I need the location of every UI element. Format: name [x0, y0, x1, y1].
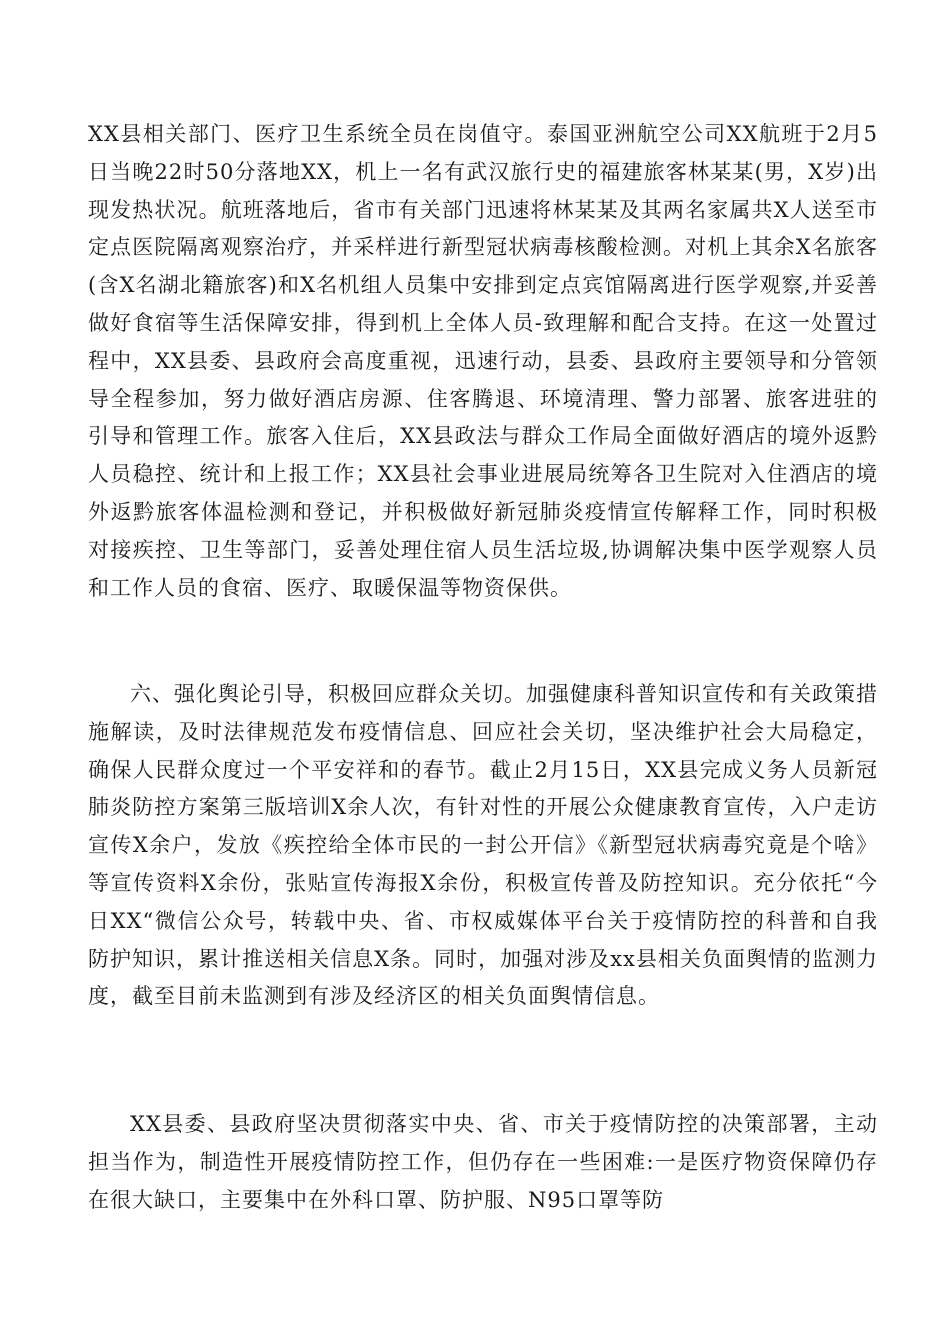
paragraph-difficulties: XX县委、县政府坚决贯彻落实中央、省、市关于疫情防控的决策部署，主动担当作为，制造性开展疫情防控工作，但仍存在一些困难:一是医疗物资保障仍存在很大缺口，主要集中在外科口罩、防护服、N95口罩等防: [88, 1112, 878, 1212]
paragraph-hotel-quarantine: XX县相关部门、医疗卫生系统全员在岗值守。泰国亚洲航空公司XX航班于2月5日当晚22时50分落地XX，机上一名有武汉旅行史的福建旅客林某某(男，X岁)出现发热状况。航班落地后，省市有关部门迅速将林某某及其两名家属共X人送至市定点医院隔离观察治疗，并采样进行新型冠状病毒核酸检测。对机上其余X名旅客(含X名湖北籍旅客)和X名机组人员集中安排到定点宾馆隔离进行医学观察,并妥善做好食宿等生活保障安排，得到机上全体人员-致理解和配合支持。在这一处置过程中，XX县委、县政府会高度重视，迅速行动，县委、县政府主要领导和分管领导全程参加，努力做好酒店房源、住客腾退、环境清理、警力部署、旅客进驻的引导和管理工作。旅客入住后，XX县政法与群众工作局全面做好酒店的境外返黔人员稳控、统计和上报工作；XX县社会事业进展局统筹各卫生院对入住酒店的境外返黔旅客体温检测和登记，并积极做好新冠肺炎疫情宣传解释工作，同时积极对接疾控、卫生等部门，妥善处理住宿人员生活垃圾,协调解决集中医学观察人员和工作人员的食宿、医疗、取暖保温等物资保供。: [88, 122, 878, 600]
paragraph-public-opinion: 六、强化舆论引导，积极回应群众关切。加强健康科普知识宣传和有关政策措施解读，及时法律规范发布疫情信息、回应社会关切，坚决维护社会大局稳定，确保人民群众度过一个平安祥和的春节。截止2月15日，XX县完成义务人员新冠肺炎防控方案第三版培训X余人次，有针对性的开展公众健康教育宣传，入户走访宣传X余户，发放《疾控给全体市民的一封公开信》《新型冠状病毒究竟是个啥》等宣传资料X余份，张贴宣传海报X余份，积极宣传普及防控知识。充分依托“今日XX“微信公众号，转载中央、省、市权威媒体平台关于疫情防控的科普和自我防护知识，累计推送相关信息X条。同时，加强对涉及xx县相关负面舆情的监测力度，截至目前未监测到有涉及经济区的相关负面舆情信息。: [88, 682, 878, 1009]
